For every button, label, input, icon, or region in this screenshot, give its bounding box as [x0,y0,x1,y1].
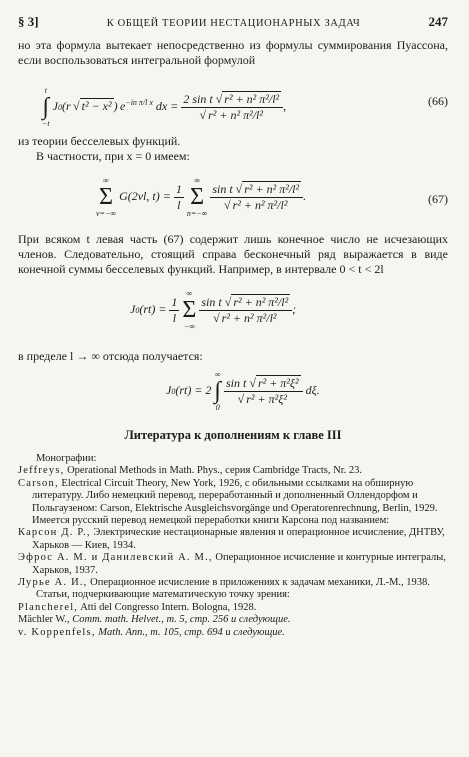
reference-item: Jeffreys, Operational Methods in Math. Phys., серия Cambridge Tracts, Nr. 23. [18,465,363,477]
running-header [18,14,448,32]
equation-67-number: (67) [428,192,448,206]
equation-66: t ∫ −t J0(r √ t² − x² ) $e^{-in \pi/l x}$ dx = $\frac{\text{2 sin t √ r² + n² π²/l²}}{\text{√ r² + n² π²/l²}}$ , (66) [42,86,448,128]
equation-67: ∞ Σ ν=−∞ G(2νl, t) = $\frac{1}{l}$ ∞ Σ n=−∞ $\frac{\text{sin t √ r² + n² π²/l²}}{\text{√ r² + n² π²/l²}}$ . (67) [96,176,448,218]
monographs-label: Монографии: [36,453,97,464]
article-item: v. Koppenfels, Math. Ann., т. 105, стр. 694 и следующие. [18,626,285,638]
paragraph-2: из теории бесселевых функций. [18,134,181,148]
references-list [18,453,448,639]
equation-69: J0(rt) = 2 ∞ ∫ 0 $\frac{\text{sin t √ r² + π²ξ²}}{\text{√ r² + π²ξ²}}$ dξ. [166,370,320,412]
section-number: § 3] [18,14,39,29]
article-item: Mächler W., Comm. math. Helvet., т. 5, стр. 256 и следующие. [18,614,291,626]
paragraph-3: В частности, при x = 0 имеем: [36,149,190,163]
reference-item: Эфрос А. М. и Данилевский А. М., Операционное исчисление и контурные интегралы, Харьков, 1937. [18,552,446,576]
running-title: К ОБЩЕЙ ТЕОРИИ НЕСТАЦИОНАРНЫХ ЗАДАЧ [106,18,361,29]
reference-item: Carson, Electrical Circuit Theory, New York, 1926, с обильными ссылками на обширную литературу. Либо немецкий перевод, переработанный и дополненный Оллендорфом и Польгаузеном: Carson, Elektrische Ausgleichsvorgänge und Operatorenrechnung, Berlin, 1929. Имеется русский перевод немецкой переработки книги Карсона под названием: [18,477,438,527]
book-page [18,14,448,639]
references-title: Литература к дополнениям к главе III [124,428,342,442]
reference-item: Лурье А. И., Операционное исчисление в приложениях к задачам механики, Л.-М., 1938. [18,577,430,589]
equation-68: J0(rt) = $\frac{1}{l}$ ∞ Σ −∞ $\frac{\text{sin t √ r² + n² π²/l²}}{\text{√ r² + n² π²/l²}}$ ; [130,289,297,331]
paragraph-1: но эта формула вытекает непосредственно из формулы суммирования Пуассона, если воспользоваться интегральной формулой [18,38,448,67]
article-item: Plancherel, Atti del Congresso Intern. Bologna, 1928. [18,601,257,613]
equation-66-number: (66) [428,94,448,108]
reference-item: Карсон Д. Р., Электрические нестационарные явления и операционное исчисление, ДНТВУ, Харьков — Киев, 1934. [18,527,445,551]
paragraph-4: При всяком t левая часть (67) содержит лишь конечное число не исчезающих членов. Следовательно, стоящий справа бесконечный ряд выражается в виде конечной суммы бесселевых функций. Например, в интервале 0 < t < 2l [18,232,448,276]
page-number: 247 [428,14,448,29]
paragraph-5: в пределе l → ∞ отсюда получается: [18,349,203,363]
articles-label: Статьи, подчеркивающие математическую точку зрения: [36,589,290,601]
